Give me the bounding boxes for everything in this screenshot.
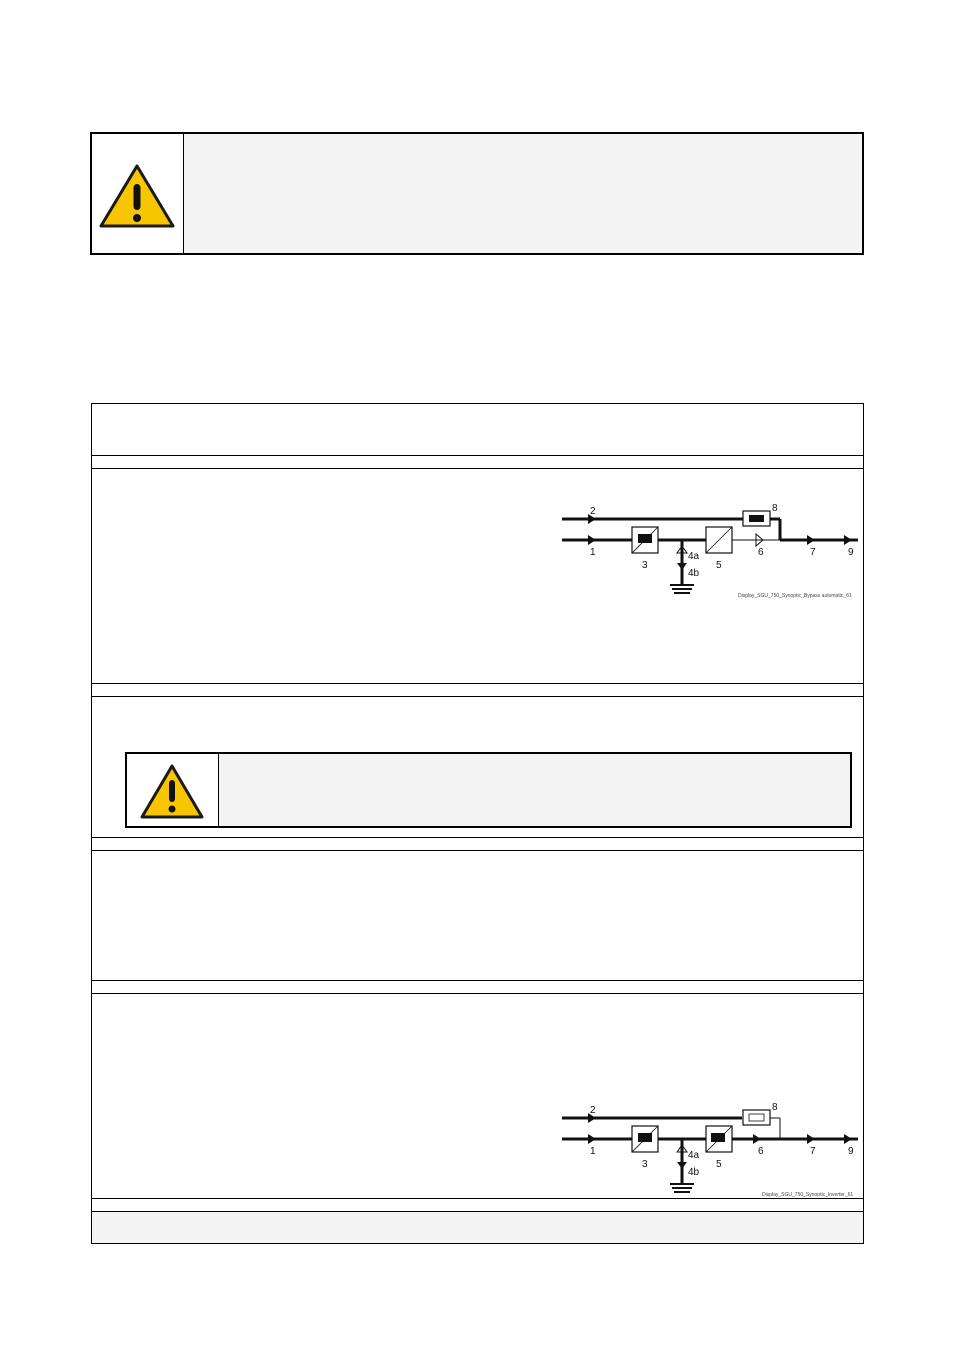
label-9: 9 (848, 1146, 854, 1157)
table-row (92, 851, 863, 980)
synoptic-diagram-bypass-automatic (560, 499, 862, 603)
table-row-inverter (92, 994, 863, 1198)
label-8: 8 (772, 503, 778, 514)
diagram-caption: Display_SGU_750_Synoptic_Bypass automatic_61 (738, 593, 852, 599)
label-1: 1 (590, 1146, 596, 1157)
label-2: 2 (590, 1105, 596, 1116)
label-4a: 4a (688, 1150, 700, 1161)
diagram-caption: Display_SGU_750_Synoptic_Inverter_61 (762, 1192, 854, 1198)
warning-triangle-icon (92, 134, 183, 253)
row-separator (92, 980, 863, 994)
label-8: 8 (772, 1102, 778, 1113)
warning-box-top (90, 132, 864, 255)
row-separator (92, 683, 863, 697)
label-9: 9 (848, 547, 854, 558)
label-6: 6 (758, 1146, 764, 1157)
synoptic-diagram-inverter (560, 1098, 862, 1202)
table-footer-row (92, 1212, 863, 1243)
label-7: 7 (810, 547, 816, 558)
label-5: 5 (716, 560, 722, 571)
table-row-bypass-automatic (92, 469, 863, 683)
label-3: 3 (642, 1159, 648, 1170)
row-separator (92, 1198, 863, 1212)
table-row-warning (92, 697, 863, 837)
label-4a: 4a (688, 551, 700, 562)
label-5: 5 (716, 1159, 722, 1170)
warning-box-inner (125, 752, 852, 828)
warning-icon-cell (92, 134, 184, 253)
row-separator (92, 455, 863, 469)
label-7: 7 (810, 1146, 816, 1157)
mode-table (91, 403, 864, 1244)
label-1: 1 (590, 547, 596, 558)
row-separator (92, 837, 863, 851)
label-4b: 4b (688, 1167, 700, 1178)
warning-icon-cell (127, 754, 219, 826)
label-3: 3 (642, 560, 648, 571)
label-4b: 4b (688, 568, 700, 579)
label-6: 6 (758, 547, 764, 558)
table-header-row (92, 404, 863, 455)
label-2: 2 (590, 506, 596, 517)
warning-triangle-icon (127, 754, 218, 826)
